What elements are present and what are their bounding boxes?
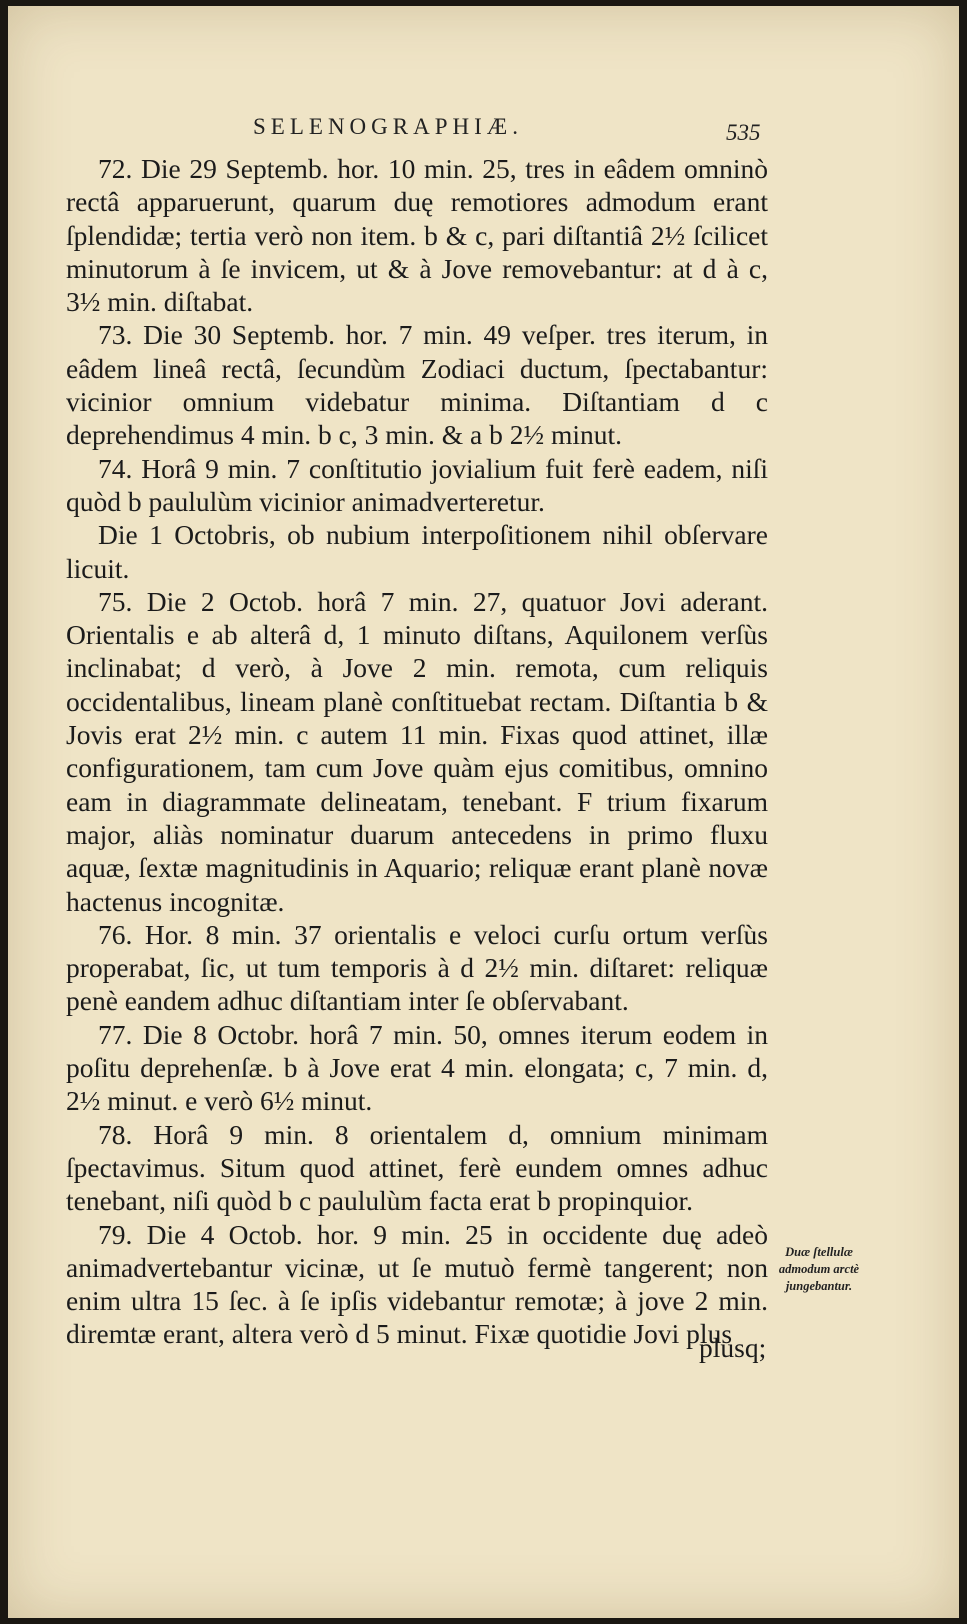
paragraph-78: 78. Horâ 9 min. 8 orientalem d, omnium minimam ſpectavimus. Situm quod attinet, ferè eundem omnes adhuc tenebant, niſi quòd b c paululùm facta erat b propinquior.	[66, 1118, 768, 1217]
paragraph-76: 76. Hor. 8 min. 37 orientalis e veloci curſu ortum verſùs properabat, ſic, ut tum temporis à d 2½ min. diſtaret: reliquæ penè eandem adhuc diſtantiam inter ſe obſervabant.	[66, 918, 768, 1017]
paragraph-79: 79. Die 4 Octob. hor. 9 min. 25 in occidente duę adeò animadvertebantur vicinæ, ut ſe mutuò fermè tangerent; non enim ultra 15 ſec. à ſe ipſis videbantur remotæ; à jove 2 min. diremtæ erant, altera verò d 5 minut. Fixæ quotidie Jovi plus	[66, 1218, 768, 1350]
paragraph-75: 75. Die 2 Octob. horâ 7 min. 27, quatuor Jovi aderant. Orientalis e ab alterâ d, 1 minuto diſtans, Aquilonem verſùs inclinabat; d verò, à Jove 2 min. remota, cum reliquis occidentalibus, lineam planè conſtituebat rectam. Diſtantia b & Jovis erat 2½ min. c autem 11 min. Fixas quod attinet, illæ configurationem, tam cum Jove quàm ejus comitibus, omnino eam in diagrammate delineatam, tenebant. F trium fixarum major, aliàs nominatur duarum antecedens in primo fluxu aquæ, ſextæ magnitudinis in Aquario; reliquæ erant planè novæ hactenus incognitæ.	[66, 585, 768, 917]
marginal-note: Duæ ſtellulæ admodum arctè jungebantur.	[778, 1245, 860, 1293]
paragraph-74: 74. Horâ 9 min. 7 conſtitutio jovialium fuit ferè eadem, niſi quòd b paululùm vicinior animadverteretur.	[66, 452, 768, 517]
paragraph-oct-1: Die 1 Octobris, ob nubium interpoſitionem nihil obſervare licuit.	[66, 519, 768, 584]
body-text	[66, 152, 768, 1351]
running-title: SELENOGRAPHIÆ.	[253, 114, 523, 139]
page-number: 535	[726, 120, 761, 145]
catchword: plusq;	[699, 1332, 767, 1363]
paragraph-72: 72. Die 29 Septemb. hor. 10 min. 25, tres in eâdem omninò rectâ apparuerunt, quarum duę remotiores admodum erant ſplendidæ; tertia verò non item. b & c, pari diſtantiâ 2½ ſcilicet minutorum à ſe invicem, ut & à Jove removebantur: at d à c, 3½ min. diſtabat.	[66, 153, 768, 318]
page-header	[8, 114, 959, 148]
paragraph-77: 77. Die 8 Octobr. horâ 7 min. 50, omnes iterum eodem in poſitu deprehenſæ. b à Jove erat 4 min. elongata; c, 7 min. d, 2½ minut. e verò 6½ minut.	[66, 1018, 768, 1117]
paragraph-73: 73. Die 30 Septemb. hor. 7 min. 49 veſper. tres iterum, in eâdem lineâ rectâ, ſecundùm Zodiaci ductum, ſpectabantur: vicinior omnium videbatur minima. Diſtantiam d c deprehendimus 4 min. b c, 3 min. & a b 2½ minut.	[66, 319, 768, 451]
book-page	[8, 6, 959, 1618]
